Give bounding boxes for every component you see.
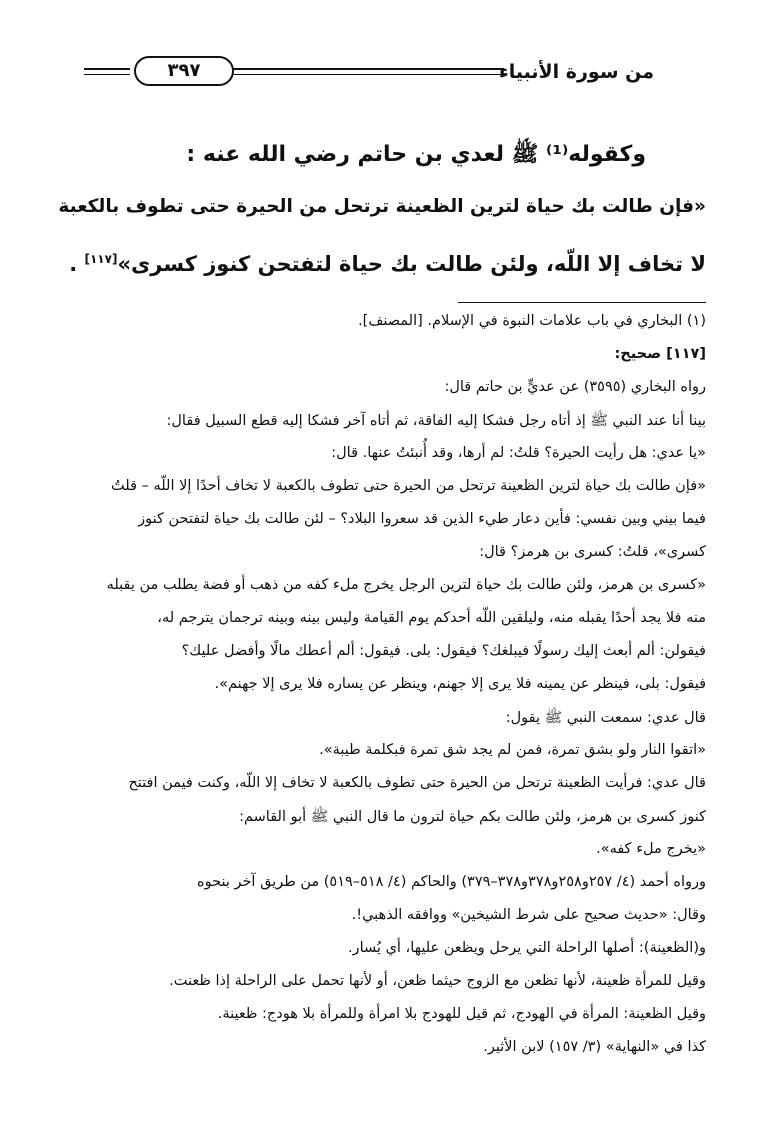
footnote-line: [١١٧] صحيح:: [614, 346, 706, 362]
header-rule-right: [206, 68, 504, 70]
footnote-line: فيقولن: ألم أبعث إليك رسولًا فيبلغك؟ فيقول: بلى. فيقول: ألم أعطك مالًا وأفضل عليك؟: [181, 643, 706, 659]
footnote-line: رواه البخاري (٣٥٩٥) عن عديٍّ بن حاتم قال:: [444, 379, 706, 395]
footnote-line: «فإن طالت بك حياة لترين الظعينة ترتحل من الحيرة حتى تطوف بالكعبة لا تخاف أحدًا إلا اللّه – قلتُ: [111, 478, 706, 494]
footnote-line: وقيل للمرأة ظعينة، لأنها تظعن مع الزوج حيثما ظعن، أو لأنها تحمل على الراحلة إذا ظعنت.: [169, 973, 706, 989]
quote-line-1: «فإن طالت بك حياة لترين الظعينة ترتحل من الحيرة حتى تطوف بالكعبة: [58, 196, 706, 217]
footnote-line: «يخرج ملء كفه».: [596, 841, 706, 857]
footnote-line: وقيل الظعينة: المرأة في الهودج، ثم قيل للهودج بلا امرأة وللمرأة بلا هودج: ظعينة.: [217, 1006, 706, 1022]
footnote-line: «يا عدي: هل رأيت الحيرة؟ قلتُ: لم أرها، وقد أُنبئتُ عنها. قال:: [331, 445, 706, 461]
footnote-line: و(الظعينة): أصلها الراحلة التي يرحل ويظعن عليها، أي يُسار.: [347, 940, 706, 956]
header-rule-left: [84, 68, 130, 70]
footnote-line: (١) البخاري في باب علامات النبوة في الإسلام. [المصنف].: [358, 313, 706, 329]
footnote-line: فيقول: بلى، فينظر عن يمينه فلا يرى إلا جهنم، وينظر عن يساره فلا يرى إلا جهنم».: [214, 676, 706, 692]
footnote-line: كسرى»، قلتُ: كسرى بن هرمز؟ قال:: [479, 544, 706, 560]
footnote-line: كذا في «النهاية» (٣/ ١٥٧) لابن الأثير.: [483, 1039, 706, 1055]
footnote-line: قال عدي: فرأيت الظعينة ترتحل من الحيرة حتى تطوف بالكعبة لا تخاف إلا اللّه، وكنت فيمن افتتح: [128, 775, 706, 791]
hadith-ref: [١١٧]: [84, 252, 118, 266]
header-rule-left-thin: [84, 74, 130, 75]
intro-line: وكقوله⁽¹⁾ ﷺ لعدي بن حاتم رضي الله عنه :: [186, 142, 646, 167]
page-header: [84, 52, 654, 92]
quote-line-2-text: لا تخاف إلا اللّه، ولئن طالت بك حياة لتفتحن كنوز كسرى»: [117, 252, 706, 276]
footnote-line: قال عدي: سمعت النبي ﷺ يقول:: [505, 710, 706, 726]
footnote-line: ورواه أحمد (٤/ ٢٥٧و٢٥٨و٣٧٨و٣٧٨–٣٧٩) والحاكم (٤/ ٥١٨–٥١٩) من طريق آخر بنحوه: [197, 874, 706, 890]
footnote-line: «اتقوا النار ولو بشق تمرة، فمن لم يجد شق تمرة فبكلمة طيبة».: [319, 742, 706, 758]
header-rule-right-thin: [206, 74, 504, 75]
page-number: ٣٩٧: [134, 56, 234, 86]
footnote-line: «كسرى بن هرمز، ولئن طالت بك حياة لترين الرجل يخرج ملء كفه من ذهب أو فضة يطلب من يقبله: [106, 577, 706, 593]
quote-end-dot: .: [69, 252, 78, 276]
footnote-line: وقال: «حديث صحيح على شرط الشيخين» ووافقه الذهبي!.: [351, 907, 706, 923]
footnote-line: بينا أنا عند النبي ﷺ إذ أتاه رجل فشكا إليه الفاقة، ثم أتاه آخر فشكا إليه قطع السبيل فقال:: [166, 413, 706, 429]
footnote-line: منه فلا يجد أحدًا يقبله منه، وليلقين اللّه أحدكم يوم القيامة وليس بينه وبينه ترجمان يترجم له،: [157, 610, 706, 626]
footnote-line: كنوز كسرى بن هرمز، ولئن طالت بكم حياة لترون ما قال النبي ﷺ أبو القاسم:: [239, 809, 706, 825]
footnote-separator: [458, 302, 706, 303]
footnote-line: فيما بيني وبين نفسي: فأين دعار طيء الذين قد سعروا البلاد؟ – لئن طالت بك حياة لتفتحن كنوز: [138, 511, 706, 527]
surah-header-title: من سورة الأنبياء: [499, 61, 654, 83]
quote-line-2: [69, 252, 706, 276]
